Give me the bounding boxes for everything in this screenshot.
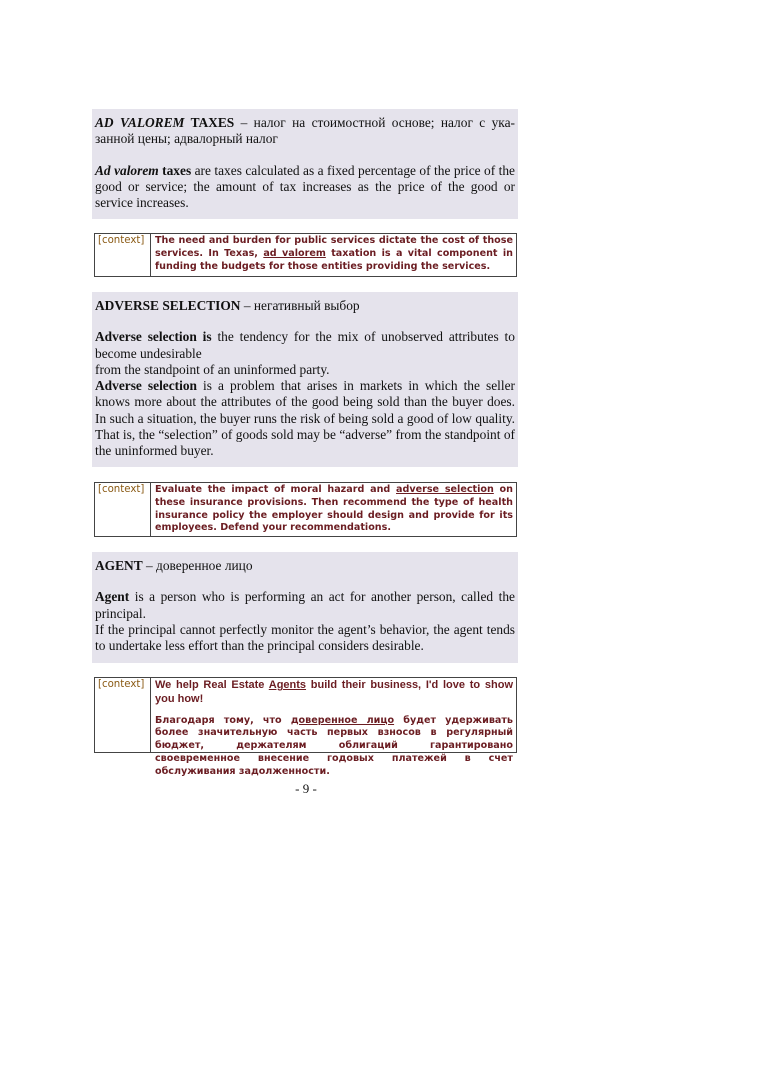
context-label: [context]	[95, 678, 151, 752]
page-number: - 9 -	[295, 781, 317, 796]
entry-ad-valorem-taxes	[92, 109, 518, 219]
context-text: Evaluate the impact of moral hazard and adverse selection on these insurance provisions. Then recommend the type of health insurance policy the employer should design and provide for its employees. Defend your recommendations.	[155, 484, 513, 534]
entry-heading: AGENT – доверенное лицо	[95, 558, 253, 573]
entry-definition: Agent is a person who is performing an act for another person, called the principal.	[95, 589, 515, 621]
entry-heading: AD VALOREM TAXES – налог на стоимостной основе; налог с указанной цены; адвалорный налог	[95, 115, 516, 147]
context-label: [context]	[95, 234, 151, 276]
context-box-ad-valorem	[94, 233, 517, 277]
context-text: We help Real Estate Agents build their business, I'd love to show you how! Благодаря тому, что доверенное лицо будет удерживать более значительную часть первых взносов в регулярный бюджет, держателям облигаций гарантировано своевременное внесение годовых платежей в счет обслуживания задолженности.	[155, 679, 514, 777]
entry-definition: Ad valorem taxes are taxes calculated as a fixed percentage of the price of the good or service; the amount of tax increases as the price of the good or service increases.	[95, 162, 515, 211]
entry-adverse-selection	[92, 292, 518, 467]
entry-definition-2: If the principal cannot perfectly monitor the agent’s behavior, the agent tends to undertake less effort than the principal considers desirable.	[95, 621, 515, 654]
entry-definition-cont: from the standpoint of an uninformed party.	[95, 361, 330, 377]
context-box-agent	[94, 677, 517, 777]
context-text: The need and burden for public services dictate the cost of those services. In Texas, ad valorem taxation is a vital component in funding the budgets for those entities providing the services.	[155, 235, 513, 272]
context-label: [context]	[95, 483, 151, 536]
context-box-adverse-selection	[94, 482, 517, 537]
entry-agent	[92, 552, 518, 663]
entry-definition-2: Adverse selection is a problem that arises in markets in which the seller knows more about the attributes of the good being sold than the buyer does. In such a situation, the buyer runs the risk of being sold a good of low quality. That is, the “selection” of goods sold may be “adverse” from the standpoint of the uninformed buyer.	[95, 378, 515, 459]
entry-definition: Adverse selection is the tendency for the mix of unobserved attributes to become undesirable	[95, 329, 515, 361]
entry-heading: ADVERSE SELECTION – негативный выбор	[95, 298, 360, 313]
